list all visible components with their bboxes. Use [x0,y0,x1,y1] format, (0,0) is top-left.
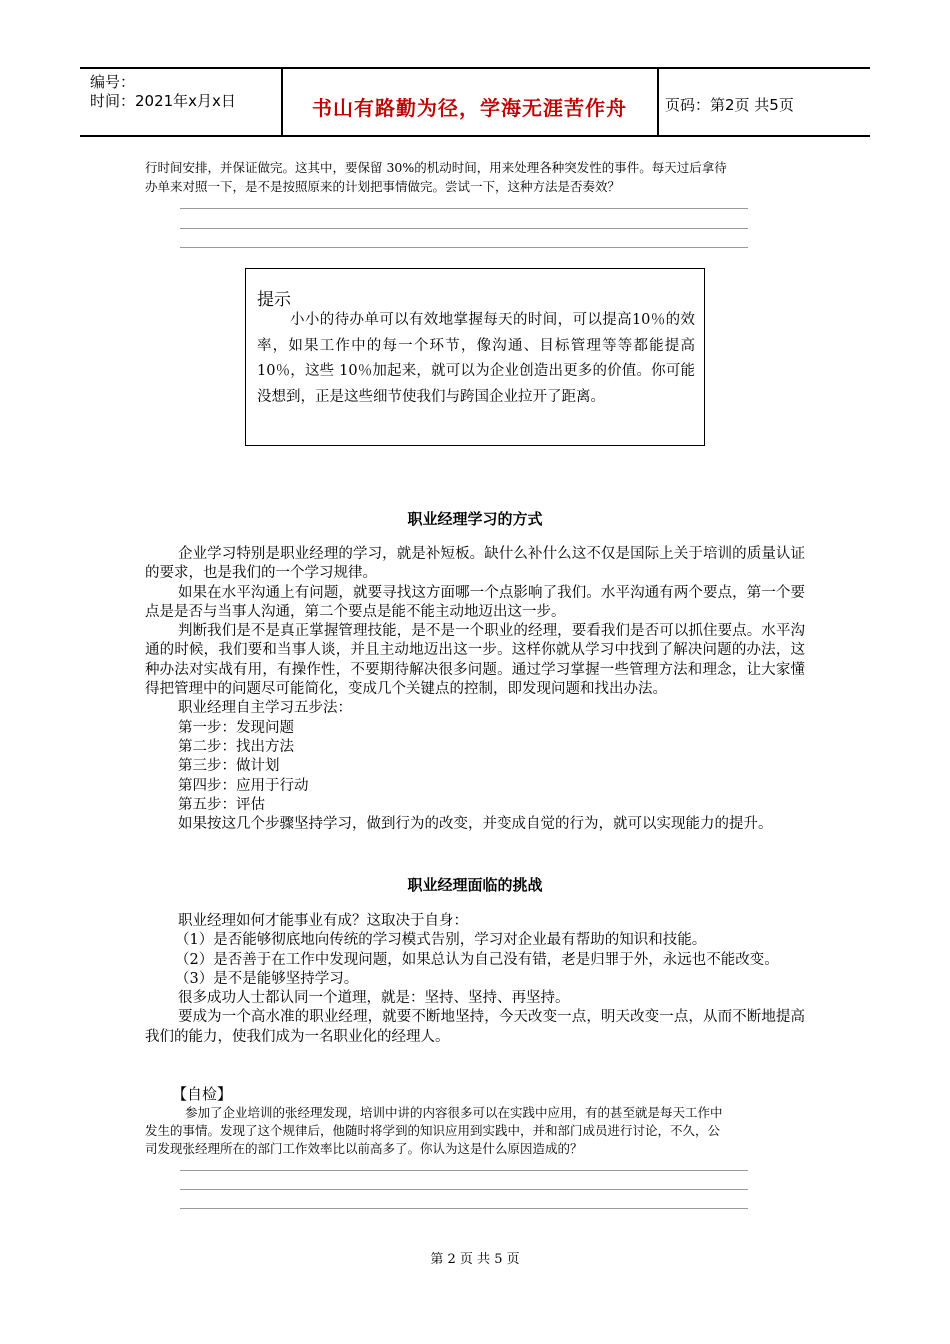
paragraph: 如果在水平沟通上有问题，就要寻找这方面哪一个点影响了我们。水平沟通有两个要点，第一个要点是是否与当事人沟通，第二个要点是能不能主动地迈出这一步。 [145,584,805,620]
intro-line-2: 办单来对照一下，是不是按照原来的计划把事情做完。尝试一下，这种方法是否奏效？ [145,179,621,194]
paragraph: 要成为一个高水准的职业经理，就要不断地坚持，今天改变一点，明天改变一点，从而不断地提高我们的能力，使我们成为一名职业化的经理人。 [145,1009,805,1045]
paragraph: 职业经理如何才能事业有成？这取决于自身： [178,913,468,929]
document-date-label: 时间：2021年x月x日 [90,92,236,110]
step-item: 第三步：做计划 [178,758,280,775]
answer-line [180,247,748,248]
selfcheck-line-2: 发生的事情。发现了这个规律后，他随时将学到的知识应用到实践中，并和部门成员进行讨论，不久，公 [145,1123,721,1138]
answer-line [180,1170,748,1171]
section-challenge-body [145,912,805,1047]
section-title: 职业经理面临的挑战 [407,876,543,894]
paragraph: 判断我们是不是真正掌握管理技能，是不是一个职业的经理，要看我们是否可以抓住要点。水平沟通的时候，我们要和当事人谈，并且主动地迈出这一步。这样你就从学习中找到了解决问题的办法，这种办法对实战有用，有操作性，不要期待解决很多问题。通过学习掌握一些管理方法和理念，让大家懂得把管理中的问题尽可能简化，变成几个关键点的控制，即发现问题和找出办法。 [145,623,805,698]
steps-title: 职业经理自主学习五步法： [178,700,352,717]
paragraph: 企业学习特别是职业经理的学习，就是补短板。缺什么补什么这不仅是国际上关于培训的质量认证的要求，也是我们的一个学习规律。 [145,546,805,582]
section-title: 职业经理学习的方式 [407,510,543,528]
answer-line [180,208,748,209]
intro-line-1: 行时间安排，并保证做完。这其中，要保留 30%的机动时间，用来处理各种突发性的事件。每天过后拿待 [145,160,727,175]
section-learning-body [145,545,805,834]
document-number-label: 编号： [90,73,136,91]
step-item: 第四步：应用于行动 [178,777,309,794]
answer-line [180,1189,748,1190]
step-item: 第一步：发现问题 [178,719,294,736]
header-page-label: 页码：第2页 共5页 [665,96,794,114]
header-motto: 书山有路勤为径，学海无涯苦作舟 [312,96,627,120]
paragraph: 很多成功人士都认同一个道理，就是：坚持、坚持、再坚持。 [178,990,570,1007]
header-divider-right [657,67,659,136]
tip-body: 小小的待办单可以有效地掌握每天的时间，可以提高10％的效率，如果工作中的每一个环节，像沟通、目标管理等等都能提高 10％，这些 10％加起来，就可以为企业创造出更多的价值。你可能没想到，正是这些细节使我们与跨国企业拉开了距离。 [257,312,695,405]
tip-title: 提示 [257,290,291,310]
selfcheck-line-3: 司发现张经理所在的部门工作效率比以前高多了。你认为这是什么原因造成的？ [145,1141,583,1156]
answer-line [180,228,748,229]
header-top-border [80,67,870,69]
list-item: （1）是否能够彻底地向传统的学习模式告别，学习对企业最有帮助的知识和技能。 [175,932,707,949]
selfcheck-title: 【自检】 [172,1085,233,1103]
list-item: （3）是不是能够坚持学习。 [175,970,359,987]
header-bottom-border [80,135,870,137]
step-item: 第二步：找出方法 [178,738,294,755]
tip-box [245,268,705,446]
paragraph: 如果按这几个步骤坚持学习，做到行为的改变，并变成自觉的行为，就可以实现能力的提升。 [178,816,773,833]
selfcheck-line-1: 参加了企业培训的张经理发现，培训中讲的内容很多可以在实践中应用，有的甚至就是每天工作中 [185,1105,723,1120]
list-item: （2）是否善于在工作中发现问题，如果总认为自己没有错，老是归罪于外，永远也不能改变。 [175,951,779,968]
page-footer: 第 2 页 共 5 页 [430,1252,520,1267]
step-item: 第五步：评估 [178,796,265,813]
answer-line [180,1208,748,1209]
